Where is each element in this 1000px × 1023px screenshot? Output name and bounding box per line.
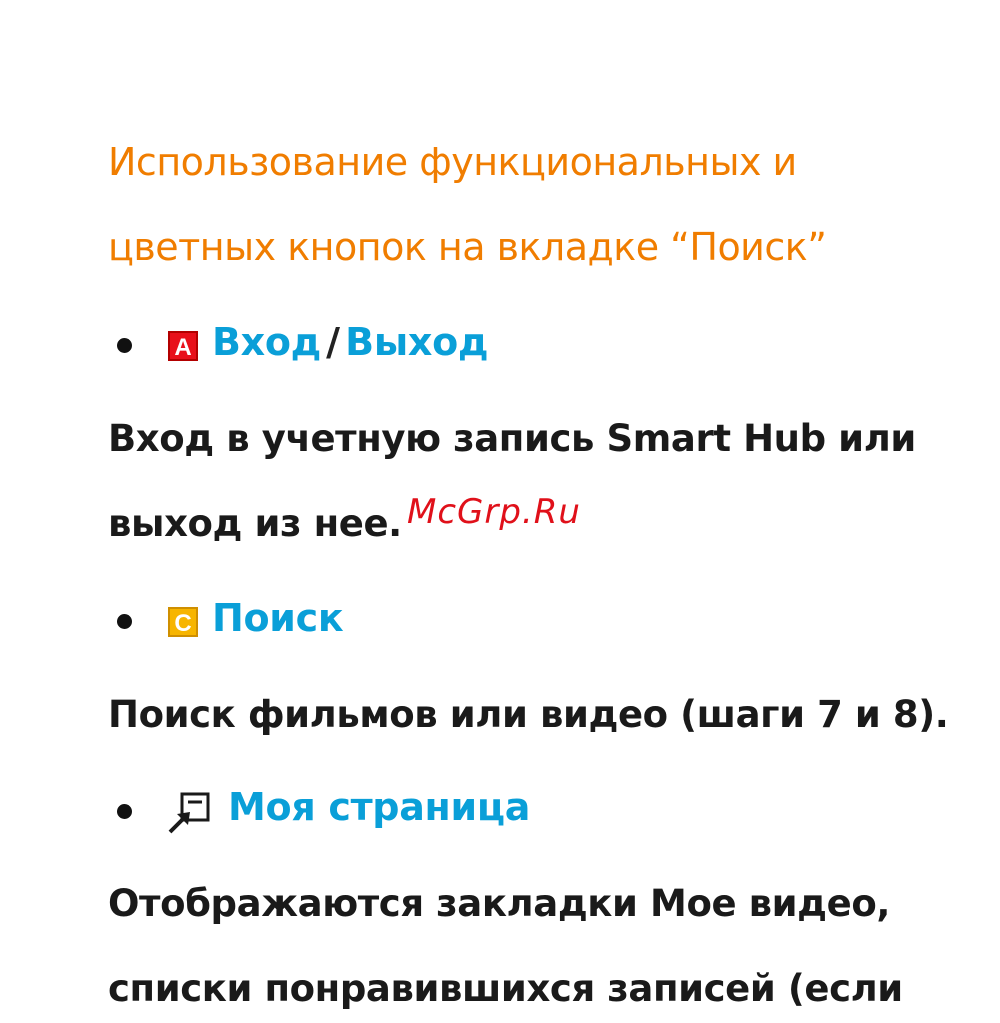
login-description-line-2: выход из нее.: [108, 502, 402, 545]
bullet-dot: [117, 338, 132, 353]
my-page-description-line-1: Отображаются закладки Мое видео,: [108, 882, 891, 925]
watermark: McGrp.Ru: [407, 492, 581, 532]
red-a-button-icon: A: [168, 331, 198, 361]
login-description-line-1: Вход в учетную запись Smart Hub или: [108, 417, 916, 460]
bullet-dot: [117, 614, 132, 629]
my-page-description-line-2: списки понравившихся записей (если: [108, 967, 903, 1010]
login-logout-title: [212, 320, 488, 364]
login-label: Вход: [212, 320, 322, 364]
my-page-icon: [166, 788, 214, 836]
slash-separator: /: [326, 320, 341, 364]
section-heading-line-1: Использование функциональных и: [108, 140, 797, 184]
search-description-line-1: Поиск фильмов или видео (шаги 7 и 8).: [108, 693, 949, 736]
yellow-c-button-icon: C: [168, 607, 198, 637]
logout-label: Выход: [345, 320, 489, 364]
my-page-title: Моя страница: [228, 785, 531, 829]
search-title: Поиск: [212, 596, 344, 640]
bullet-dot: [117, 804, 132, 819]
section-heading-line-2: цветных кнопок на вкладке “Поиск”: [108, 225, 827, 269]
